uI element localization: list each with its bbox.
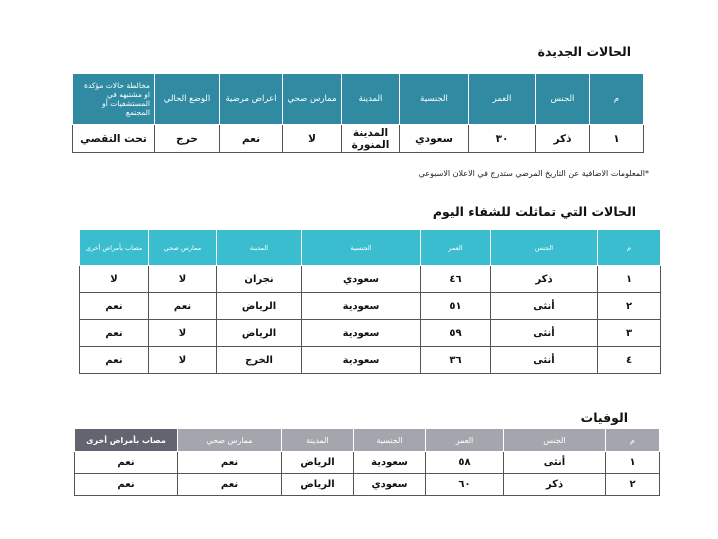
table-cell: نعم [220,125,283,153]
new-cases-table [72,73,644,153]
table-cell: لا [80,266,149,293]
table-cell: سعودي [302,266,421,293]
table-cell: الرياض [217,293,302,320]
table-cell: لا [149,347,217,374]
column-header: مصاب بأمراض أخرى [75,429,178,452]
table-cell: ١ [590,125,644,153]
additional-info-note: *المعلومات الاضافية عن التاريخ المرضي ستدرج في الاعلان الاسبوعي [418,169,649,178]
column-header: ممارس صحي [178,429,282,452]
table-cell: ٦٠ [426,474,504,496]
table-cell: ذكر [536,125,590,153]
table-row [73,125,644,153]
table-row [80,347,661,374]
table-cell: ٢ [598,293,661,320]
table-cell: لا [149,266,217,293]
table-cell: ١ [606,452,660,474]
column-header: الجنسية [400,74,469,125]
column-header: العمر [421,230,491,266]
table-cell: ذكر [504,474,606,496]
recovered-title: الحالات التي تماثلت للشفاء اليوم [432,204,636,219]
table-cell: ١ [598,266,661,293]
table-cell: لا [283,125,342,153]
table-cell: ٥٨ [426,452,504,474]
column-header: م [598,230,661,266]
column-header: ممارس صحي [149,230,217,266]
deaths-title: الوفيات [580,410,628,425]
table-cell: نعم [75,452,178,474]
table-cell: ٢ [606,474,660,496]
table-row [75,452,660,474]
table-cell: نعم [80,293,149,320]
table-cell: نعم [80,320,149,347]
table-cell: ٤ [598,347,661,374]
column-header: العمر [469,74,536,125]
table-cell: ٣ [598,320,661,347]
table-cell: حرج [155,125,220,153]
table-cell: الرياض [282,452,354,474]
table-cell: ذكر [491,266,598,293]
column-header: م [590,74,644,125]
table-cell: سعودية [302,347,421,374]
table-row [80,293,661,320]
table-cell: ٤٦ [421,266,491,293]
table-cell: نعم [149,293,217,320]
table-cell: ٣٠ [469,125,536,153]
table-cell: تحت التقصي [73,125,155,153]
table-cell: الرياض [217,320,302,347]
column-header: العمر [426,429,504,452]
column-header: ممارس صحي [283,74,342,125]
table-cell: سعودية [302,320,421,347]
table-cell: نعم [178,474,282,496]
column-header: المدينة [217,230,302,266]
column-header: اعراض مرضية [220,74,283,125]
table-row [75,474,660,496]
table-cell: نعم [80,347,149,374]
table-cell: ٥١ [421,293,491,320]
table-cell: لا [149,320,217,347]
table-header-row [80,230,661,266]
column-header: الوضع الحالي [155,74,220,125]
table-row [80,266,661,293]
table-cell: نجران [217,266,302,293]
table-row [80,320,661,347]
table-cell: ٣٦ [421,347,491,374]
table-cell: أنثى [504,452,606,474]
column-header: الجنسية [302,230,421,266]
column-header: الجنسية [354,429,426,452]
table-cell: أنثى [491,293,598,320]
table-header-row [73,74,644,125]
table-cell: أنثى [491,347,598,374]
table-header-row [75,429,660,452]
table-cell: نعم [178,452,282,474]
deaths-table [74,428,660,496]
column-header: الجنس [504,429,606,452]
column-header: الجنس [536,74,590,125]
recovered-table [79,229,661,374]
table-cell: سعودي [354,474,426,496]
table-cell: سعودي [400,125,469,153]
table-cell: المدينة المنورة [342,125,400,153]
table-cell: الخرج [217,347,302,374]
table-cell: ٥٩ [421,320,491,347]
table-cell: أنثى [491,320,598,347]
table-cell: سعودية [354,452,426,474]
column-header: المدينة [282,429,354,452]
column-header: المدينة [342,74,400,125]
table-cell: سعودية [302,293,421,320]
table-cell: الرياض [282,474,354,496]
column-header: مخالطة حالات مؤكدة او مشتبهه في المستشفيات أو المجتمع [73,74,155,125]
table-cell: نعم [75,474,178,496]
column-header: م [606,429,660,452]
new-cases-title: الحالات الجديدة [537,44,631,59]
column-header: الجنس [491,230,598,266]
column-header: مصاب بأمراض أخرى [80,230,149,266]
